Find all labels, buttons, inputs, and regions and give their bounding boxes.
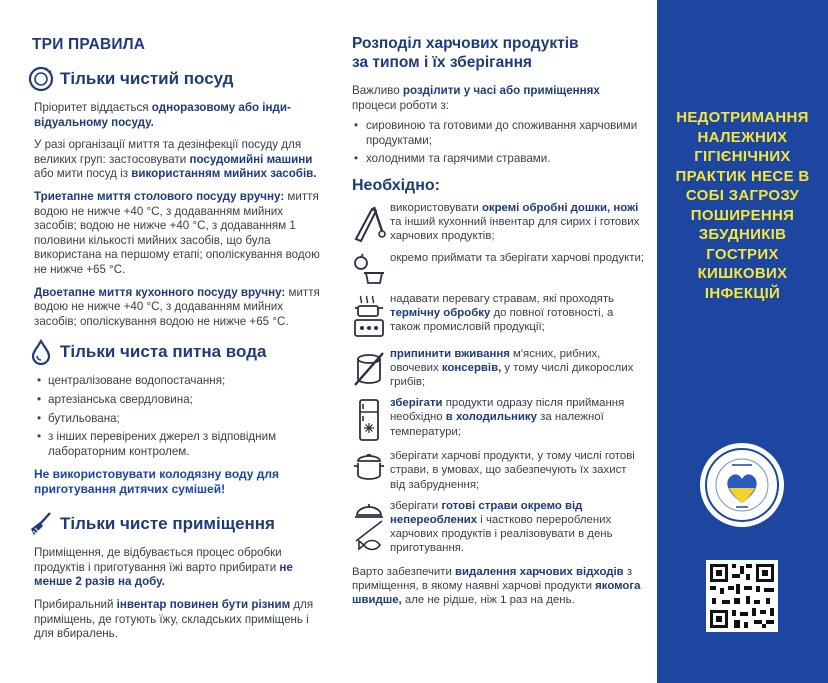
clean-room-p2: Прибиральний інвентар повинен бути різним для приміщень, де готують їжу, складських приміщень і для вбиралень. <box>34 598 314 641</box>
list-item: • централізоване водопостачання; <box>48 374 328 389</box>
necessary-heading: Необхідно: <box>352 176 440 194</box>
clean-room-p1: Приміщення, де відбувається процес обробки продуктів і приготування їжі варто прибирати не менше 2 разів на добу. <box>34 546 293 589</box>
dish-fish-icon <box>352 501 386 557</box>
fridge-icon <box>352 398 386 442</box>
three-rules-title: ТРИ ПРАВИЛА <box>32 36 146 53</box>
rule-separate-dishes: зберігати готові страви окремо від непереоблених і частково перероблених харчових продуктів і реалізовувати в день приготування. <box>352 499 644 557</box>
separation-intro: Важливо розділити у часі або приміщеннях процеси роботи з: <box>352 84 600 112</box>
three-stage-wash: Триетапне миття столового посуду вручну: миття водою не нижче +40 °С, з додаванням мийних засобів; водою не нижче +40 °С, з додаванням 1 половини кількості мийних засобів, що була використана на першому етапі; ополіскування водою не нижче +65 °С. <box>34 189 320 276</box>
rule-cutting-boards: використовувати окремі обробні дошки, ножі та інший кухонний інвентар для сирих і готових харчових продуктів; <box>352 201 644 244</box>
broom-icon <box>28 511 54 537</box>
apple-pot-icon <box>352 253 386 285</box>
cutting-board-knife-icon <box>352 203 386 243</box>
cooking-pot-stove-icon <box>352 294 386 340</box>
list-item: • холодними та гарячими стравами. <box>366 152 644 167</box>
list-item: • бутильована; <box>48 412 328 427</box>
rule-separate-storage: окремо приймати та зберігати харчові продукти; <box>352 251 644 285</box>
rule-heat-treatment: надавати перевагу стравам, які проходять термічну обробку до повної готовності, а також промисловій продукції; <box>352 292 644 340</box>
clean-room-heading: Тільки чисте приміщення <box>28 511 328 537</box>
no-canned-food-icon <box>352 349 386 389</box>
rule-fridge: зберігати продукти одразу після приймання необхідно в холодильнику за належної температури; <box>352 396 644 442</box>
organization-seal-icon <box>700 443 784 527</box>
clean-dishes-p1: Пріоритет віддається одноразовому або інди- відуальному посуду. <box>34 101 291 129</box>
list-item: • з інших перевірених джерел з відповідним лабораторним контролем. <box>48 430 328 459</box>
clean-dishes-p2: У разі організації миття та дезінфекції посуду для великих груп: застосовувати посудомийні машини або мити посуд із використанням мийних засобів. <box>34 138 317 181</box>
rule-no-canned: припинити вживання м'ясних, рибних, овочевих консервів, у тому числі дикорослих грибів; <box>352 347 644 390</box>
warning-text: НЕДОТРИМАННЯ НАЛЕЖНИХ ГІГІЄНІЧНИХ ПРАКТИК НЕСЕ В СОБІ ЗАГРОЗУ ПОШИРЕННЯ ЗБУДНИКІВ ГОСТРИХ КИШКОВИХ ІНФЕКЦІЙ <box>675 109 810 302</box>
separation-list <box>352 119 644 167</box>
list-item: • сировиною та готовими до споживання харчовими продуктами; <box>366 119 644 148</box>
water-drop-icon <box>28 339 54 365</box>
clean-water-heading: Тільки чиста питна вода <box>28 339 328 365</box>
water-sources-list <box>28 374 328 459</box>
qr-code-icon <box>706 560 778 632</box>
three-rules-column <box>28 26 328 650</box>
clean-dish-icon <box>28 66 54 92</box>
food-separation-column <box>352 26 644 607</box>
list-item: • артезіанська свердловина; <box>48 393 328 408</box>
pot-icon <box>352 451 386 483</box>
clean-dishes-heading: Тільки чистий посуд <box>28 66 328 92</box>
well-water-warning: Не використовувати колодязну воду для приготування дитячих сумішей! <box>34 467 280 497</box>
rule-protection: зберігати харчові продукти, у тому числі готові страви, в умовах, що забезпечують їх захист від забруднення; <box>352 449 644 492</box>
food-separation-title: Розподіл харчових продуктів за типом і їх зберігання <box>352 35 579 71</box>
waste-removal-note: Варто забезпечити видалення харчових відходів з приміщення, в якому наявні харчові продукти якомога швидше, але не рідше, ніж 1 раз на день. <box>352 565 641 607</box>
two-stage-wash: Двоетапне миття кухонного посуду вручну: миття водою не нижче +40 °С, з додаванням мийних засобів; ополіскування водою не нижче +65 °С. <box>34 285 320 328</box>
